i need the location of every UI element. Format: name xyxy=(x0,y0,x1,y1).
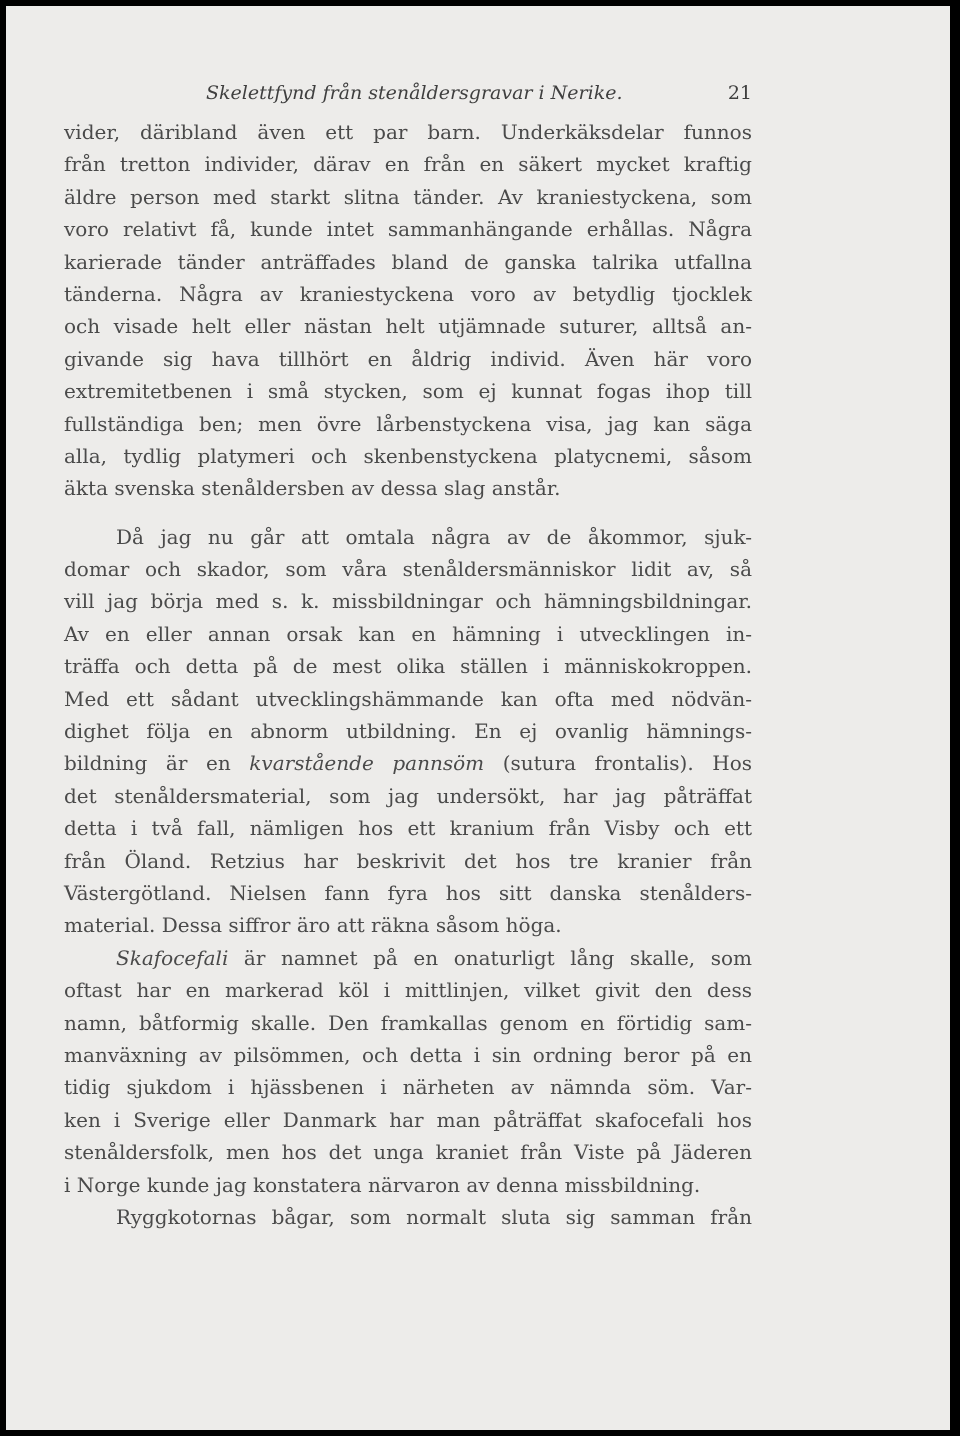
text-line: oftast har en markerad köl i mittlinjen, vilket givit den dess xyxy=(64,978,752,1003)
text-line: fullständiga ben; men övre lårbenstyckena visa, jag kan säga xyxy=(64,411,752,436)
running-header xyxy=(206,82,752,104)
paragraph-gap xyxy=(64,505,752,521)
text-line: från tretton individer, därav en från en säkert mycket kraftig xyxy=(64,152,752,177)
text-line: tidig sjukdom i hjässbenen i närheten av nämnda söm. Var- xyxy=(64,1075,752,1100)
text-line: tänderna. Några av kraniestyckena voro av betydlig tjocklek xyxy=(64,281,752,306)
italic-term: kvarstående pannsöm xyxy=(249,751,485,776)
text-line xyxy=(64,942,752,974)
running-title: Skelettfynd från stenåldersgravar i Nerike. xyxy=(206,82,623,104)
text-segment: är namnet på en onaturligt lång skalle, som xyxy=(228,945,752,970)
text-line: extremitetbenen i små stycken, som ej kunnat fogas ihop till xyxy=(64,379,752,404)
text-line: Västergötland. Nielsen fann fyra hos sitt danska stenålders- xyxy=(64,880,752,905)
italic-term: Skafocefali xyxy=(116,945,229,970)
page-number: 21 xyxy=(727,82,752,104)
text-line: Med ett sådant utvecklingshämmande kan ofta med nödvän- xyxy=(64,686,752,711)
text-line: karierade tänder anträffades bland de ganska talrika utfallna xyxy=(64,249,752,274)
text-line: och visade helt eller nästan helt utjämnade suturer, alltså an- xyxy=(64,314,752,339)
text-line: Då jag nu går att omtala några av de åkommor, sjuk- xyxy=(116,524,752,549)
body-text xyxy=(64,116,752,1233)
text-segment: (sutura frontalis). Hos xyxy=(484,751,753,776)
text-line: Av en eller annan orsak kan en hämning i utvecklingen in- xyxy=(64,621,752,646)
text-line: vill jag börja med s. k. missbildningar och hämningsbildningar. xyxy=(64,589,752,614)
text-line: äldre person med starkt slitna tänder. Av kraniestyckena, som xyxy=(64,184,752,209)
text-line: givande sig hava tillhört en åldrig individ. Även här voro xyxy=(64,346,752,371)
text-line: manväxning av pilsömmen, och detta i sin ordning beror på en xyxy=(64,1042,752,1067)
text-line: det stenåldersmaterial, som jag undersökt, har jag påträffat xyxy=(64,783,752,808)
text-line: träffa och detta på de mest olika ställen i människokroppen. xyxy=(64,654,752,679)
text-line: ken i Sverige eller Danmark har man påträffat skafocefali hos xyxy=(64,1107,752,1132)
text-line: domar och skador, som våra stenåldersmänniskor lidit av, så xyxy=(64,557,752,582)
text-line: dighet följa en abnorm utbildning. En ej ovanlig hämnings- xyxy=(64,719,752,744)
text-line: i Norge kunde jag konstatera närvaron av denna missbildning. xyxy=(64,1172,701,1197)
text-line: från Öland. Retzius har beskrivit det hos tre kranier från xyxy=(64,848,752,873)
text-line: detta i två fall, nämligen hos ett kranium från Visby och ett xyxy=(64,816,752,841)
text-line: namn, båtformig skalle. Den framkallas genom en förtidig sam- xyxy=(64,1010,752,1035)
text-line: alla, tydlig platymeri och skenbenstyckena platycnemi, såsom xyxy=(64,443,752,468)
text-line: Ryggkotornas bågar, som normalt sluta sig samman från xyxy=(116,1204,752,1229)
text-line: vider, däribland även ett par barn. Underkäksdelar funnos xyxy=(64,120,752,144)
text-segment: bildning är en xyxy=(64,751,250,776)
text-line: äkta svenska stenåldersben av dessa slag anstår. xyxy=(64,476,561,501)
text-line: voro relativt få, kunde intet sammanhängande erhållas. Några xyxy=(64,217,752,242)
text-line: material. Dessa siffror äro att räkna såsom höga. xyxy=(64,913,562,938)
text-line: stenåldersfolk, men hos det unga kraniet från Viste på Jäderen xyxy=(64,1140,752,1165)
text-line xyxy=(64,747,752,779)
